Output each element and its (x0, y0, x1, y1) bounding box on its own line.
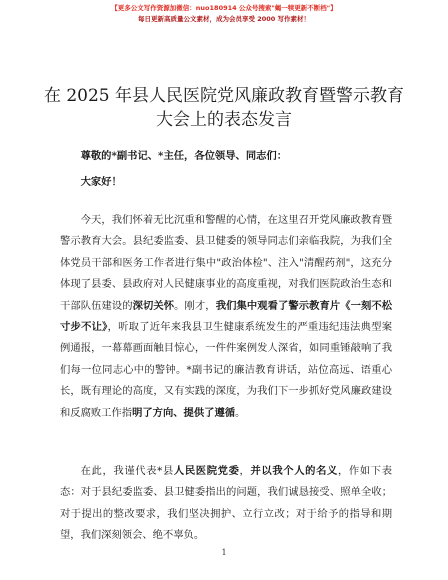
title-line-2: 大会上的表态发言 (156, 110, 292, 130)
page-number: 1 (221, 548, 227, 557)
greeting (60, 172, 392, 193)
salutation-text: 尊敬的*副书记、*主任，各位领导、同志们： (80, 150, 288, 162)
p1-bold-1: 深切关怀 (132, 299, 175, 312)
paragraph-1 (60, 210, 392, 424)
paragraph-2-text (60, 461, 392, 547)
paragraph-1-text (60, 210, 392, 424)
banner-line-1: 【更多公文写作资源加微信：nuo180914 公众号搜索"蝎一犊更新不断档"】 (111, 4, 337, 12)
watermark-banner (0, 3, 448, 25)
salutation (60, 146, 392, 167)
greeting-block (60, 172, 392, 193)
p2-bold-2: 并以我个人的名义 (250, 465, 338, 477)
p1-text-d: ，听取了近年来我县卫生健康系统发生的严重违纪违法典型案例通报，一幕幕画面触目惊心，一件件案例发人深省，如同重锤敲响了我们每一位同志心中的警钟。*副书记的廉洁教育讲话，站位高远、语重心长，既有理论的高度，又有实践的深度，为我们下一步抓好党风廉政建设和反腐败工作指 (60, 321, 393, 419)
p2-text-a: 在此，我谨代表*县 (80, 465, 174, 477)
p1-text-e: 。 (235, 406, 246, 419)
p1-text-a: 今天，我们怀着无比沉重和警醒的心情，在这里召开党风廉政教育暨警示教育大会。县纪委监委、县卫健委的领导同志们亲临我院，为我们全体党员干部和医务工作者进行集中"政治体检"、注入"清醒药剂"，这充分体现了县委、县政府对人民健康事业的高度重视，对我们医院政治生态和干部队伍建设的 (60, 214, 392, 312)
p1-bold-2: 我们集中观看了警示教育片《一刻不松寸步不让》 (60, 299, 393, 334)
title-line-1: 在 2025 年县人民医院党风廉政教育暨警示教育 (43, 86, 405, 106)
p2-text-d: ，作如下表态：对于县纪委监委、县卫健委指出的问题，我们诚恳接受、照单全收；对于提出的整改要求，我们坚决拥护、立行立改；对于给予的指导和期望，我们深刻领会、绝不辜负。 (60, 465, 392, 542)
p2-bold-1: 人民医院党委 (173, 465, 240, 477)
document-title (40, 84, 408, 132)
p2-text-c: ， (239, 465, 251, 477)
greeting-text: 大家好！ (80, 176, 122, 188)
p1-bold-3: 明了方向、提供了遵循 (132, 406, 236, 419)
salutation-block (60, 146, 392, 167)
paragraph-2 (60, 461, 392, 547)
p1-text-c: 。刚才， (174, 299, 216, 312)
banner-line-2: 每日更新高质量公文素材，成为会员享受 2000 写作素材！ (137, 15, 311, 23)
